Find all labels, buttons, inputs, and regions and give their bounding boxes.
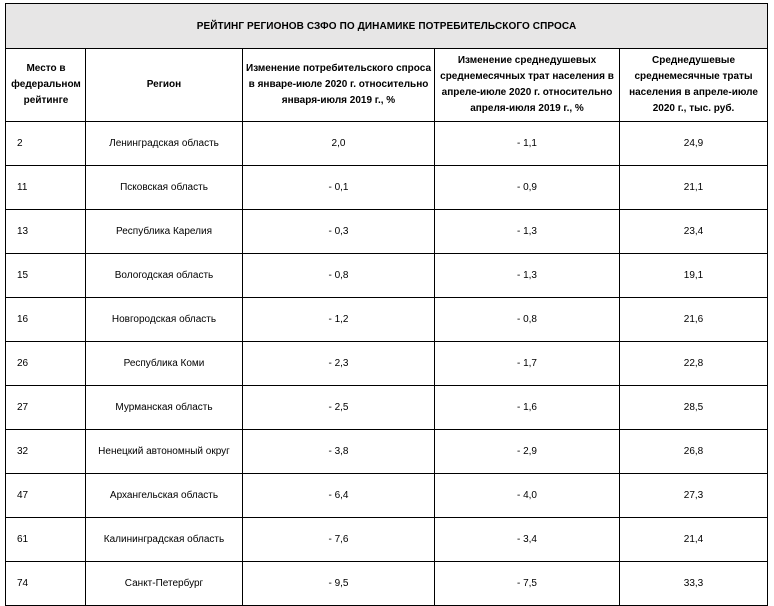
header-row	[6, 49, 768, 122]
spending-change-cell: - 2,9	[435, 430, 620, 474]
demand-change-cell: - 0,8	[243, 254, 435, 298]
header-demand-change: Изменение потребительского спроса в январе-июле 2020 г. относительно января-июля 2019 г., %	[243, 49, 435, 122]
avg-spending-cell: 21,4	[620, 518, 768, 562]
rank-cell: 74	[6, 562, 86, 606]
demand-change-cell: - 6,4	[243, 474, 435, 518]
table-row	[6, 562, 768, 606]
spending-change-cell: - 0,8	[435, 298, 620, 342]
table-row	[6, 166, 768, 210]
table-row	[6, 342, 768, 386]
avg-spending-cell: 28,5	[620, 386, 768, 430]
region-cell: Вологодская область	[86, 254, 243, 298]
avg-spending-cell: 24,9	[620, 122, 768, 166]
region-cell: Калининградская область	[86, 518, 243, 562]
rank-cell: 15	[6, 254, 86, 298]
rank-cell: 26	[6, 342, 86, 386]
region-cell: Архангельская область	[86, 474, 243, 518]
demand-change-cell: - 2,5	[243, 386, 435, 430]
avg-spending-cell: 22,8	[620, 342, 768, 386]
region-cell: Ненецкий автономный округ	[86, 430, 243, 474]
demand-change-cell: - 9,5	[243, 562, 435, 606]
spending-change-cell: - 3,4	[435, 518, 620, 562]
rank-cell: 61	[6, 518, 86, 562]
rank-cell: 27	[6, 386, 86, 430]
region-cell: Ленинградская область	[86, 122, 243, 166]
rank-cell: 2	[6, 122, 86, 166]
table-row	[6, 474, 768, 518]
spending-change-cell: - 1,3	[435, 210, 620, 254]
avg-spending-cell: 19,1	[620, 254, 768, 298]
demand-change-cell: - 7,6	[243, 518, 435, 562]
region-cell: Республика Карелия	[86, 210, 243, 254]
table-row	[6, 386, 768, 430]
demand-change-cell: 2,0	[243, 122, 435, 166]
avg-spending-cell: 21,6	[620, 298, 768, 342]
header-spending-change: Изменение среднедушевых среднемесячных трат населения в апреле-июле 2020 г. относительно апреля-июля 2019 г., %	[435, 49, 620, 122]
spending-change-cell: - 7,5	[435, 562, 620, 606]
rank-cell: 47	[6, 474, 86, 518]
table-row	[6, 122, 768, 166]
spending-change-cell: - 1,3	[435, 254, 620, 298]
demand-change-cell: - 0,3	[243, 210, 435, 254]
spending-change-cell: - 4,0	[435, 474, 620, 518]
spending-change-cell: - 1,6	[435, 386, 620, 430]
table-row	[6, 210, 768, 254]
header-rank: Место в федеральном рейтинге	[6, 49, 86, 122]
spending-change-cell: - 1,1	[435, 122, 620, 166]
table-row	[6, 298, 768, 342]
avg-spending-cell: 21,1	[620, 166, 768, 210]
avg-spending-cell: 26,8	[620, 430, 768, 474]
header-avg-spending: Среднедушевые среднемесячные траты населения в апреле-июле 2020 г., тыс. руб.	[620, 49, 768, 122]
avg-spending-cell: 23,4	[620, 210, 768, 254]
rank-cell: 32	[6, 430, 86, 474]
region-cell: Псковская область	[86, 166, 243, 210]
region-cell: Санкт-Петербург	[86, 562, 243, 606]
spending-change-cell: - 1,7	[435, 342, 620, 386]
avg-spending-cell: 27,3	[620, 474, 768, 518]
demand-change-cell: - 3,8	[243, 430, 435, 474]
demand-change-cell: - 0,1	[243, 166, 435, 210]
spending-change-cell: - 0,9	[435, 166, 620, 210]
rank-cell: 16	[6, 298, 86, 342]
rank-cell: 11	[6, 166, 86, 210]
table-row	[6, 430, 768, 474]
table-row	[6, 254, 768, 298]
ranking-table	[5, 3, 768, 606]
table-title: РЕЙТИНГ РЕГИОНОВ СЗФО ПО ДИНАМИКЕ ПОТРЕБИТЕЛЬСКОГО СПРОСА	[6, 4, 768, 49]
region-cell: Мурманская область	[86, 386, 243, 430]
demand-change-cell: - 1,2	[243, 298, 435, 342]
table-row	[6, 518, 768, 562]
region-cell: Новгородская область	[86, 298, 243, 342]
rank-cell: 13	[6, 210, 86, 254]
avg-spending-cell: 33,3	[620, 562, 768, 606]
demand-change-cell: - 2,3	[243, 342, 435, 386]
region-cell: Республика Коми	[86, 342, 243, 386]
header-region: Регион	[86, 49, 243, 122]
